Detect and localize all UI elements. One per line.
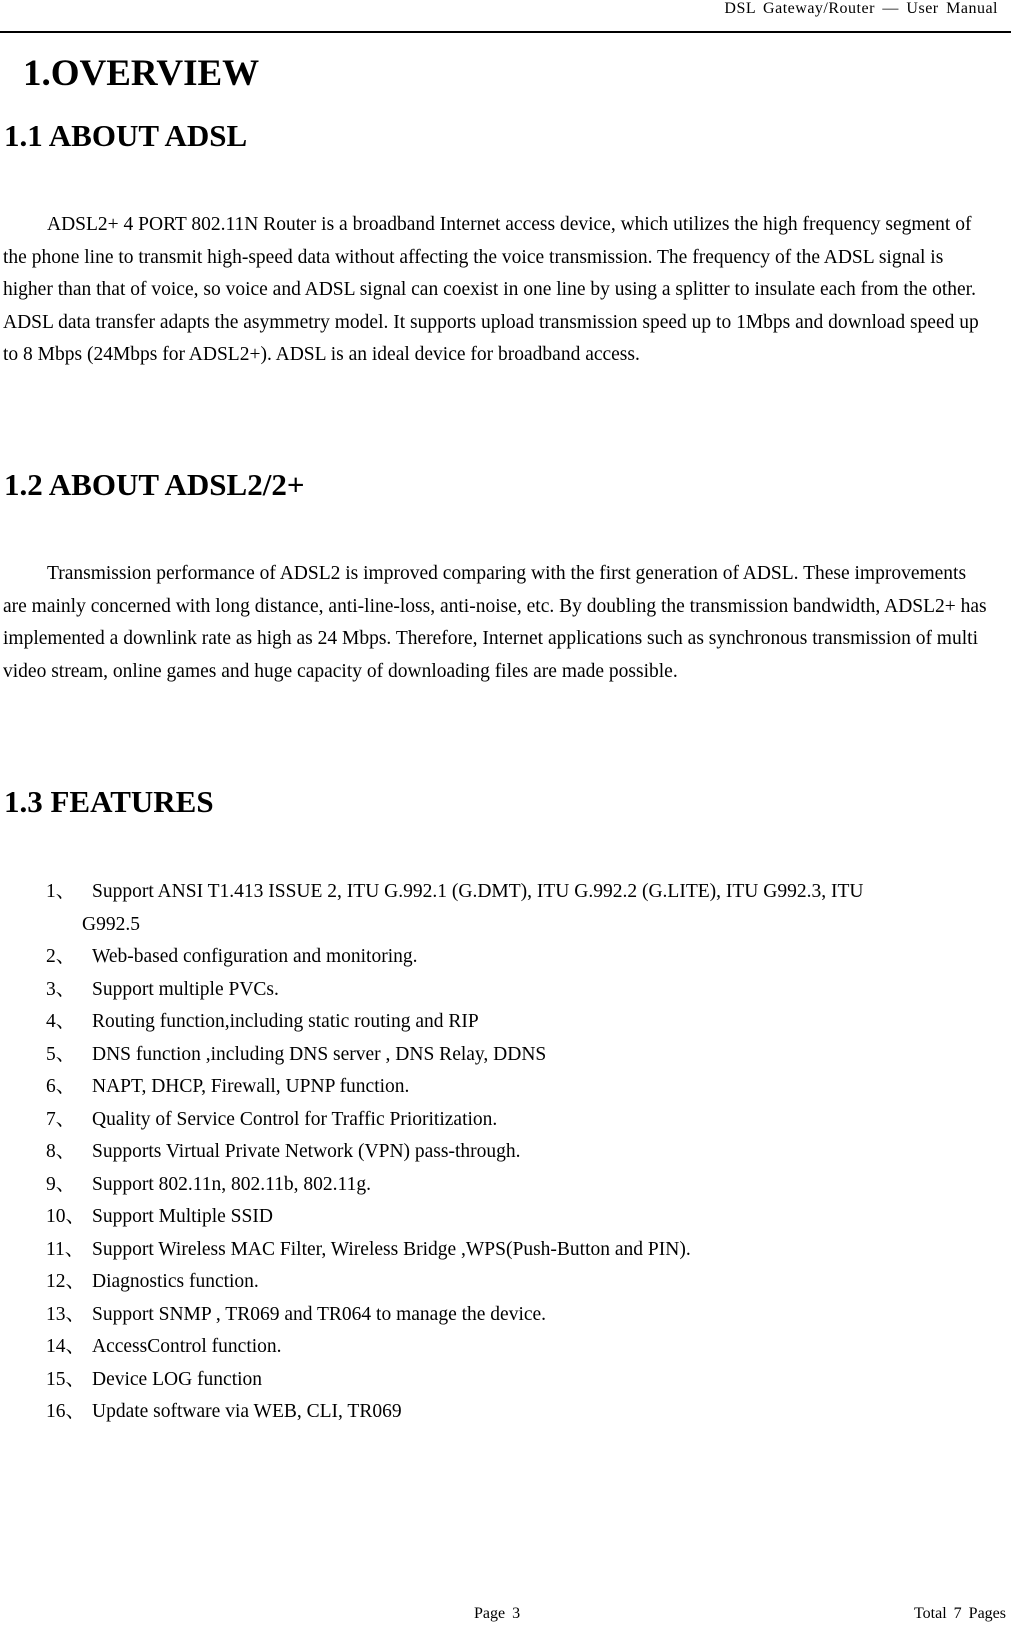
list-item-text: Supports Virtual Private Network (VPN) pass-through. <box>92 1141 521 1162</box>
list-item <box>46 1364 986 1397</box>
list-item-number: 13、 <box>46 1303 86 1325</box>
list-item <box>46 1169 986 1202</box>
list-item <box>46 941 986 974</box>
list-item-number: 2、 <box>46 946 76 967</box>
total-pages: Total 7 Pages <box>914 1605 1006 1622</box>
list-item-number: 8、 <box>46 1141 76 1162</box>
list-item <box>46 1006 986 1039</box>
list-item <box>46 1201 986 1234</box>
list-item-number: 5、 <box>46 1043 76 1065</box>
list-item <box>46 974 986 1007</box>
list-item-text: Support SNMP , TR069 and TR064 to manage the device. <box>92 1303 547 1325</box>
list-item <box>46 1071 986 1104</box>
list-item-text: Support Wireless MAC Filter, Wireless Bridge ,WPS(Push-Button and PIN). <box>92 1238 691 1260</box>
chapter-title: 1.OVERVIEW <box>23 53 260 94</box>
list-item <box>46 1136 986 1169</box>
list-item <box>46 1104 986 1137</box>
list-item-text: Support Multiple SSID <box>92 1206 273 1227</box>
header-rule <box>0 31 1011 33</box>
section-title-features: 1.3 FEATURES <box>4 784 214 819</box>
list-item-number: 7、 <box>46 1108 76 1130</box>
list-item-text: AccessControl function. <box>92 1336 282 1357</box>
list-item <box>46 1331 986 1364</box>
list-item <box>46 1299 986 1332</box>
list-item-text-continued: G992.5 <box>82 913 140 935</box>
section-title-about-adsl: 1.1 ABOUT ADSL <box>4 118 248 153</box>
list-item-number: 9、 <box>46 1173 76 1195</box>
list-item-text: Support multiple PVCs. <box>92 978 279 1000</box>
list-item-text: Diagnostics function. <box>92 1271 259 1292</box>
list-item-text: NAPT, DHCP, Firewall, UPNP function. <box>92 1076 410 1097</box>
list-item-text: DNS function ,including DNS server , DNS Relay, DDNS <box>92 1043 547 1065</box>
list-item-number: 14、 <box>46 1336 86 1357</box>
list-item <box>46 1234 986 1267</box>
list-item-number: 4、 <box>46 1011 76 1032</box>
list-item <box>46 876 986 941</box>
list-item-number: 11、 <box>46 1238 85 1260</box>
page-number: Page 3 <box>474 1605 521 1622</box>
list-item-text: Support 802.11n, 802.11b, 802.11g. <box>92 1173 371 1195</box>
list-item-text: Web-based configuration and monitoring. <box>92 946 418 967</box>
list-item-number: 15、 <box>46 1368 86 1390</box>
list-item-number: 3、 <box>46 978 76 1000</box>
section-paragraph-about-adsl2: Transmission performance of ADSL2 is improved comparing with the first generation of ADSL. These improvements are mainly concerned with long distance, anti-line-loss, anti-noise, etc. By doubling the transmission bandwidth, ADSL2+ has implemented a downlink rate as high as 24 Mbps. Therefore, Internet applications such as synchronous transmission of multi video stream, online games and huge capacity of downloading files are made possible. <box>3 563 987 682</box>
list-item-number: 1、 <box>46 881 76 902</box>
list-item-number: 6、 <box>46 1076 76 1097</box>
list-item-text: Quality of Service Control for Traffic Prioritization. <box>92 1108 498 1130</box>
list-item-text: Update software via WEB, CLI, TR069 <box>92 1401 402 1422</box>
section-paragraph-about-adsl: ADSL2+ 4 PORT 802.11N Router is a broadband Internet access device, which utilizes the high frequency segment of the phone line to transmit high-speed data without affecting the voice transmission. The frequency of the ADSL signal is higher than that of voice, so voice and ADSL signal can coexist in one line by using a splitter to insulate each from the other. ADSL data transfer adapts the asymmetry model. It supports upload transmission speed up to 1Mbps and download speed up to 8 Mbps (24Mbps for ADSL2+). ADSL is an ideal device for broadband access. <box>3 214 979 365</box>
list-item <box>46 1266 986 1299</box>
list-item <box>46 1396 986 1429</box>
list-item-number: 12、 <box>46 1271 86 1292</box>
list-item-text: Routing function,including static routing and RIP <box>92 1011 479 1032</box>
list-item <box>46 1039 986 1072</box>
list-item-number: 16、 <box>46 1401 86 1422</box>
list-item-text: Support ANSI T1.413 ISSUE 2, ITU G.992.1 (G.DMT), ITU G.992.2 (G.LITE), ITU G992.3, ITU <box>92 881 864 902</box>
feature-list <box>46 876 986 1429</box>
section-title-about-adsl2: 1.2 ABOUT ADSL2/2+ <box>4 467 305 502</box>
running-header: DSL Gateway/Router — User Manual <box>724 0 998 17</box>
list-item-text: Device LOG function <box>92 1368 263 1390</box>
list-item-number: 10、 <box>46 1206 86 1227</box>
